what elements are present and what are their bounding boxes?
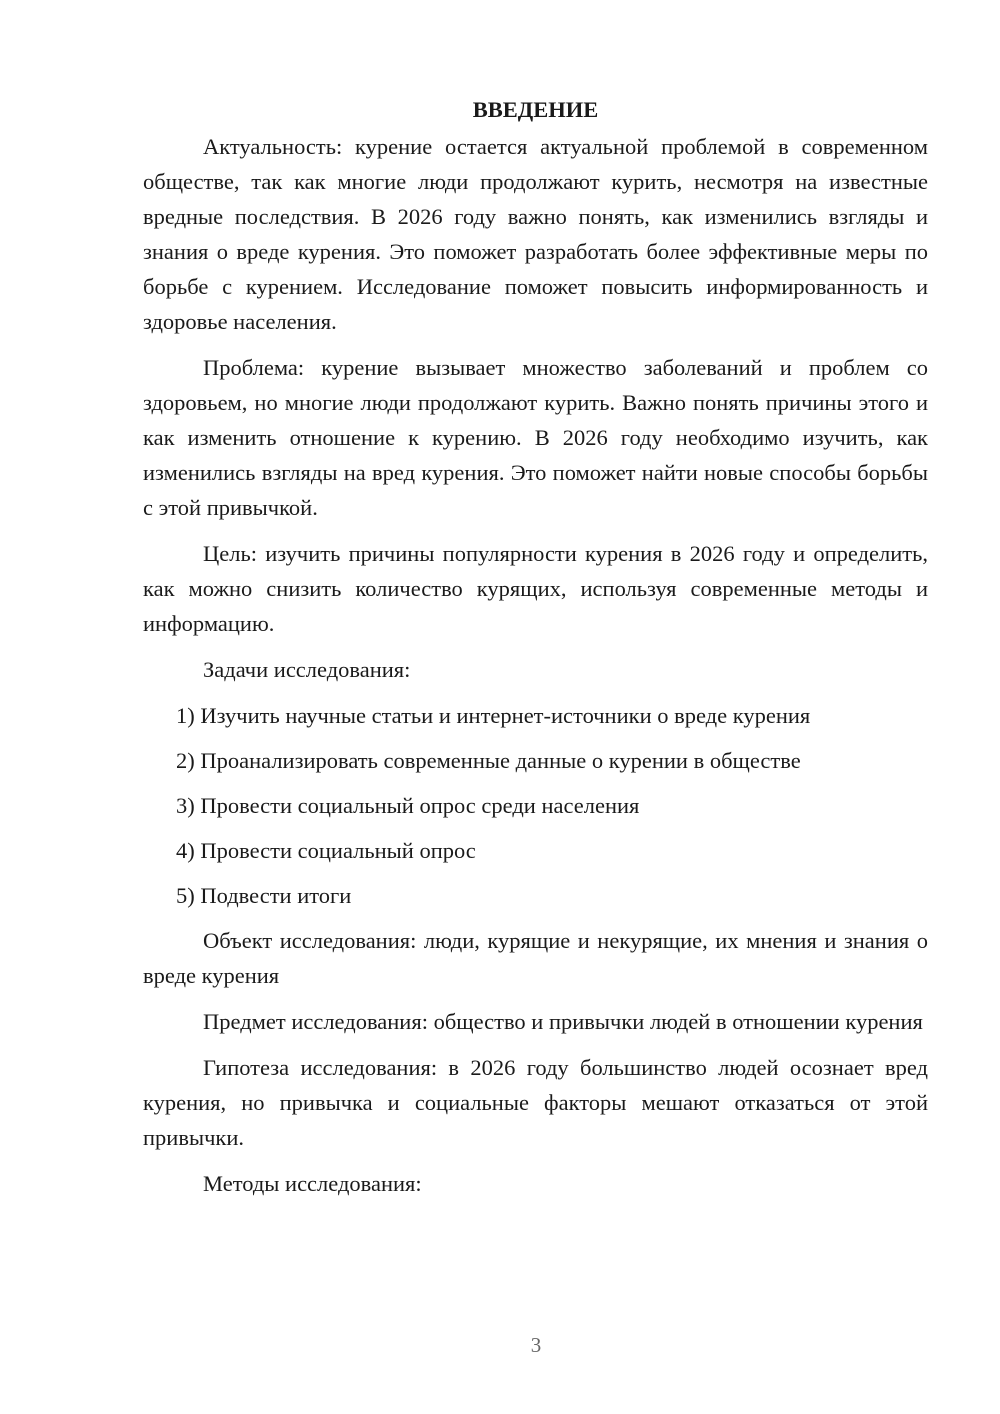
list-item: 1) Изучить научные статьи и интернет-источники о вреде курения xyxy=(176,703,811,728)
paragraph-problem: Проблема: курение вызывает множество заболеваний и проблем со здоровьем, но многие люди продолжают курить. Важно понять причины этого и как изменить отношение к курению. В 2026 году необходимо изучить, как изменились взгляды на вред курения. Это поможет найти новые способы борьбы с этой привычкой. xyxy=(143,355,928,520)
tasks-list xyxy=(143,698,928,913)
list-item: 5) Подвести итоги xyxy=(176,883,352,908)
paragraph-goal: Цель: изучить причины популярности курения в 2026 году и определить, как можно снизить количество курящих, используя современные методы и информацию. xyxy=(143,541,928,636)
list-item: 3) Провести социальный опрос среди населения xyxy=(176,793,640,818)
paragraph-tasks-heading: Задачи исследования: xyxy=(203,657,411,682)
list-item: 4) Провести социальный опрос xyxy=(176,838,476,863)
paragraph-methods-heading: Методы исследования: xyxy=(203,1171,422,1196)
page-title: ВВЕДЕНИЕ xyxy=(472,97,599,122)
list-item: 2) Проанализировать современные данные о курении в обществе xyxy=(176,748,801,773)
paragraph-relevance: Актуальность: курение остается актуальной проблемой в современном обществе, так как многие люди продолжают курить, несмотря на известные вредные последствия. В 2026 году важно понять, как изменились взгляды и знания о вреде курения. Это поможет разработать более эффективные меры по борьбе с курением. Исследование поможет повысить информированность и здоровье населения. xyxy=(143,134,928,334)
paragraph-object: Объект исследования: люди, курящие и некурящие, их мнения и знания о вреде курения xyxy=(143,928,928,988)
page-number: 3 xyxy=(530,1333,542,1357)
paragraph-hypothesis: Гипотеза исследования: в 2026 году большинство людей осознает вред курения, но привычка и социальные факторы мешают отказаться от этой привычки. xyxy=(143,1055,928,1150)
page-body xyxy=(143,93,928,1212)
paragraph-subject: Предмет исследования: общество и привычки людей в отношении курения xyxy=(203,1009,923,1034)
